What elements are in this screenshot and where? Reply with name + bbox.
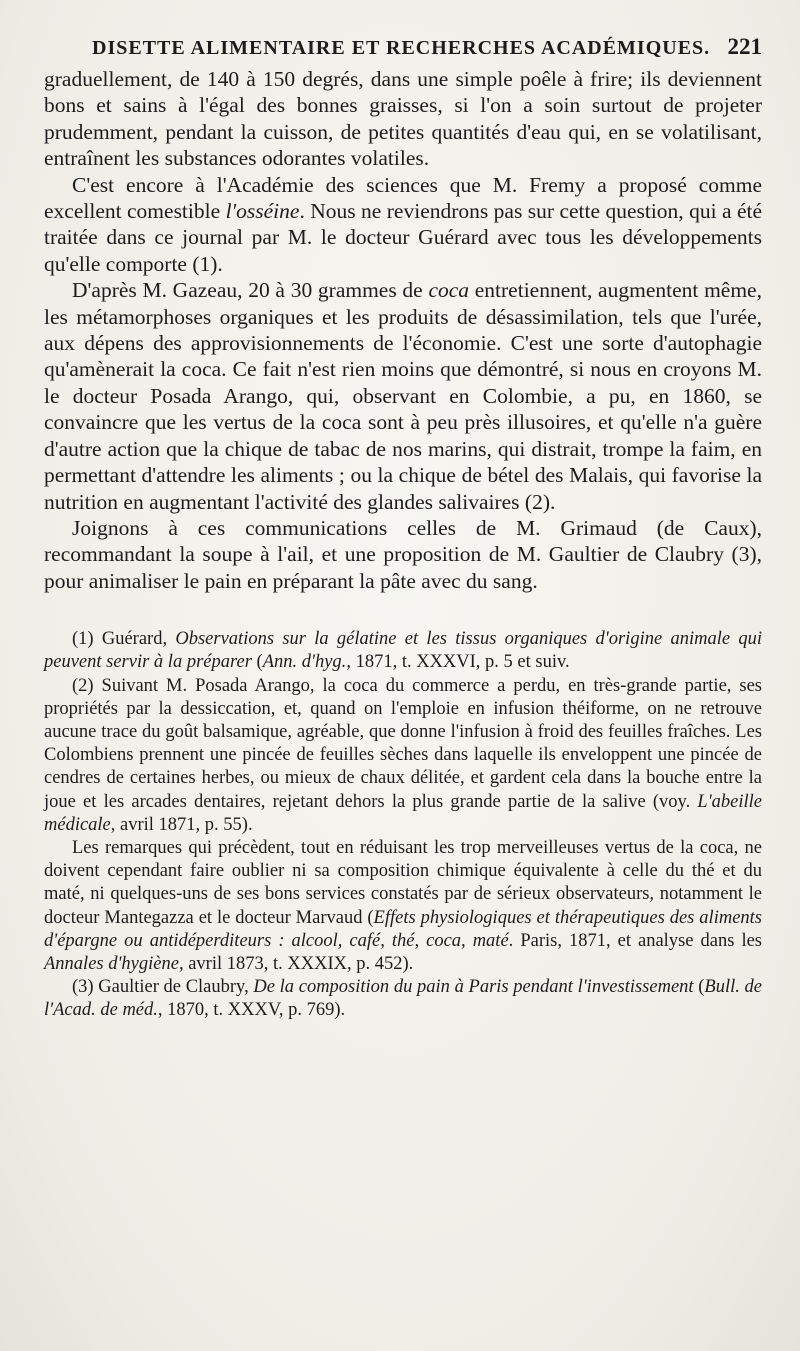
text-run: ( — [693, 977, 705, 998]
italic-term: coca — [428, 278, 470, 303]
footnote-2 — [44, 675, 762, 837]
text-run: (3) Gaultier de Claubry, — [72, 977, 254, 998]
italic-source: Bull. de l'Acad. de méd. — [44, 977, 762, 1021]
paragraph-3 — [44, 277, 762, 515]
chapter-title: DISETTE ALIMENTAIRE ET RECHERCHES ACADÉMIQUES. — [92, 37, 711, 59]
text-run: , avril 1871, p. 55). — [110, 814, 253, 835]
footnote-1 — [44, 628, 762, 674]
text-run: , 1870, t. XXXV, p. 769). — [157, 1000, 346, 1021]
footnote-2-continued — [44, 837, 762, 976]
text-run: ( — [251, 652, 263, 673]
italic-source: Ann. d'hyg. — [262, 652, 347, 673]
footnote-3 — [44, 976, 762, 1022]
text-run: . Paris, 1871, et analyse dans les — [508, 930, 762, 951]
text-run: entretiennent, augmentent même, les métamorphoses organiques et les produits de désassimilation, tels que l'urée, aux dépens des approvisionnements de l'économie. C'est une sorte d'autophagie qu'amènerait la coca. Ce fait n'est rien moins que démontré, si nous en croyons M. le docteur Posada Arango, qui, observant en Colombie, a pu, en 1860, se convaincre que les vertus de la coca sont à peu près illusoires, et qu'elle n'a guère d'autre action que la chique de tabac de nos marins, qui distrait, trompe la faim, en permettant d'attendre les aliments ; ou la chique de bétel des Malais, qui favorise la nutrition en augmentant l'activité des glandes salivaires (2). — [44, 278, 762, 514]
main-text — [44, 66, 762, 594]
text-run: (1) Guérard, — [72, 629, 176, 650]
page-number: 221 — [727, 34, 762, 59]
italic-title: Observations sur la gélatine et les tissus organiques d'origine animale qui peuvent servir à la préparer — [44, 629, 762, 673]
italic-title: De la composition du pain à Paris pendant l'investissement — [253, 977, 694, 998]
text-run: . Nous ne reviendrons pas sur cette question, qui a été traitée dans ce journal par M. le docteur Guérard avec tous les développements qu'elle comporte (1). — [44, 199, 763, 276]
running-header — [44, 34, 762, 60]
text-run: D'après M. Gazeau, 20 à 30 grammes de — [72, 278, 429, 303]
italic-title: Effets physiologiques et thérapeutiques des aliments d'épargne ou antidéperditeurs : alcool, café, thé, coca, maté — [44, 907, 762, 951]
italic-term: l'osséine — [225, 199, 300, 224]
footnotes — [44, 628, 762, 1022]
paragraph-1: graduellement, de 140 à 150 degrés, dans une simple poêle à frire; ils deviennent bons et sains à l'égal des bonnes graisses, si l'on a soin surtout de projeter prudemment, pendant la cuisson, de petites quantités d'eau qui, en se volatilisant, entraînent les substances odorantes volatiles. — [44, 67, 762, 171]
text-run: C'est encore à l'Académie des sciences que M. Fremy a proposé comme excellent comestible — [44, 172, 762, 224]
italic-source: Annales d'hygiène — [44, 953, 179, 974]
text-run: , 1871, t. XXXVI, p. 5 et suiv. — [346, 652, 570, 673]
paragraph-2 — [44, 172, 762, 278]
italic-source: L'abeille médicale — [44, 791, 762, 835]
text-run: Les remarques qui précèdent, tout en réduisant les trop merveilleuses vertus de la coca, ne doivent cependant faire oublier ni sa composition chimique équivalente à celle du thé et du maté, ni quelques-uns de ses bons services constatés par de sérieux observateurs, notamment le docteur Mantegazza et le docteur Marvaud ( — [44, 837, 762, 928]
text-run: (2) Suivant M. Posada Arango, la coca du commerce a perdu, en très-grande partie, ses propriétés par la dessiccation, et, quand on l'emploie en infusion théiforme, on ne retrouve aucune trace du goût balsamique, agréable, que donne l'infusion à froid des feuilles fraîches. Les Colombiens prennent une pincée de feuilles sèches dans laquelle ils enveloppent une pincée de cendres de certaines herbes, ou mieux de chaux délitée, et gardent cela dans la bouche entre la joue et les arcades dentaires, rejetant dehors la plus grande partie de la salive (voy. — [44, 675, 762, 812]
paragraph-4: Joignons à ces communications celles de M. Grimaud (de Caux), recommandant la soupe à l'ail, et une proposition de M. Gaultier de Claubry (3), pour animaliser le pain en préparant la pâte avec du sang. — [44, 515, 762, 593]
text-run: , avril 1873, t. XXXIX, p. 452). — [178, 953, 414, 974]
